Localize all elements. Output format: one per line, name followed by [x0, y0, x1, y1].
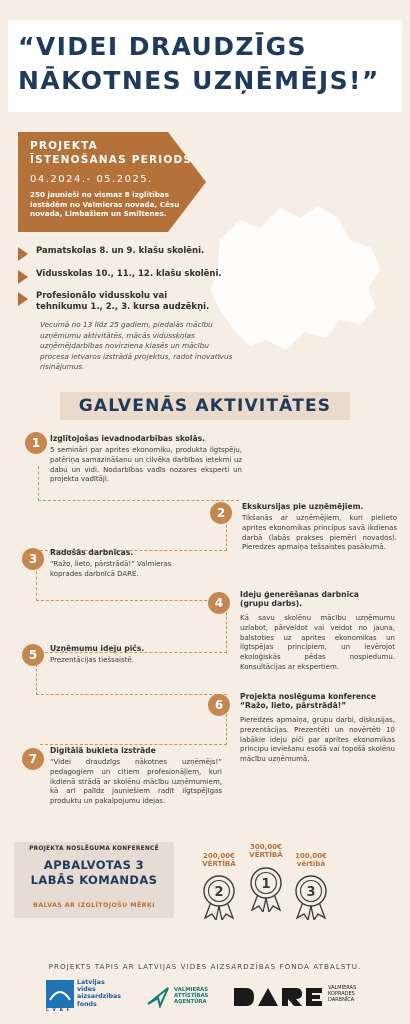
activities-heading-text: GALVENĀS AKTIVITĀTES [78, 396, 332, 416]
timeline-connector [40, 714, 227, 745]
period-label-2: ĪSTENOŠANAS PERIODS [30, 154, 193, 166]
dare-logo-icon [232, 986, 324, 1008]
age-note: Vecumā no 13 līdz 25 gadiem, piedalās mācību uzņēmumu aktivitātēs, mācās vidusskolas uzņēmējdarbības novirziena klasēs un mācību procesa ietvaros izstrādā projektus, radot inovatīvus risinājumus. [40, 320, 233, 372]
activities-heading [60, 392, 350, 420]
step-title: Digitālā bukleta izstrāde [50, 746, 156, 755]
step-number-badge: 1 [25, 432, 47, 454]
step-title: Izglītojošas ievadnodarbības skolās. [50, 434, 206, 443]
step-number-badge: 7 [22, 748, 44, 770]
medal-second-icon [201, 874, 237, 920]
prize-label-3rd [288, 852, 334, 868]
step-body: 5 semināri par aprites ekonomiku, produkta ilgtspēju, patēriņa samazināšanu un cilvēka darbības ietekmi uz dabu un vidi. Nodarbības vadīs nozares eksperti un projekta vadītāji. [50, 446, 242, 484]
award-small-label: PROJEKTA NOSLĒGUMA KONFERENCĒ [29, 846, 159, 852]
step-body: “Ražo, lieto, pārstrādā!” Valmieras koprades darbnīcā DARE. [50, 560, 172, 578]
award-subtitle: BALVAS AR IZGLĪTOJOŠU MĒRĶI [33, 902, 155, 909]
award-title-1: APBALVOTAS 3 [43, 858, 145, 872]
triangle-bullet-icon [18, 247, 28, 261]
lvaf-logo-icon [46, 980, 74, 1008]
timeline-connector [36, 664, 227, 695]
audience-text: Vidusskolas 10., 11., 12. klašu skolēni. [36, 269, 222, 279]
title-section [0, 0, 410, 115]
triangle-bullet-icon [18, 270, 28, 284]
lvaf-logo-text: Latvijas vides aizsardzības fonds [77, 979, 122, 1008]
medal-number: 3 [306, 885, 316, 900]
prize-word: vērtībā [296, 860, 326, 869]
audience-item [18, 246, 218, 261]
medal-number: 2 [214, 885, 224, 900]
prize-amount: 100,00€ [295, 852, 327, 860]
step-title: Radošās darbnīcas. [50, 548, 134, 557]
medal-first-icon [248, 866, 284, 912]
audience-item [18, 291, 218, 313]
prize-label-1st [243, 843, 289, 859]
vaa-logo-text: VALMIERAS ATTĪSTĪBAS AĢENTŪRA [174, 987, 209, 1006]
audience-text: Pamatskolas 8. un 9. klašu skolēni. [36, 246, 205, 256]
step-title: Uzņēmumu ideju pičs. [50, 644, 145, 653]
step-title: Ideju ģenerēšanas darbnīca (grupu darbs). [240, 590, 359, 609]
vaa-logo-icon [146, 984, 170, 1008]
period-label-1: PROJEKTA [30, 140, 98, 152]
step-number-badge: 6 [208, 694, 230, 716]
step-number-badge: 4 [208, 592, 230, 614]
step-number-badge: 3 [22, 548, 44, 570]
dare-logo [232, 984, 372, 1012]
audience-text: Profesionālo vidusskolu vai tehnikumu 1., 2., 3. kursa audzēkņi. [36, 291, 210, 313]
footer-text: PROJEKTS TAPIS AR LATVIJAS VIDES AIZSARDZĪBAS FONDA ATBALSTU. [48, 962, 362, 971]
audience-item [18, 269, 233, 284]
prize-word: VĒRTĪBĀ [249, 851, 283, 860]
lvaf-logo [46, 980, 126, 1012]
period-dates: 04.2024.- 05.2025. [30, 174, 153, 185]
title-line-1: “VIDEI DRAUDZĪGS [18, 32, 307, 61]
step-title: Ekskursijas pie uzņēmējiem. [242, 502, 364, 511]
prize-label-2nd [196, 852, 242, 868]
step-body: Kā savu skolēnu mācību uzņēmumu uzlabot, pārveidot vai veidot no jauna, balstoties uz aprites ekonomikas un ilgtspējas principiem, un ievērojot ekoloģiskās pēdas nospiedumu. Konsultācijas ar ekspertiem. [240, 614, 395, 671]
step-body: Tikšanās ar uzņēmējiem, kuri pielieto aprites ekonomikas principus savā ikdienas darbā (labās prakses piemēri novados). Pieredzes apmaiņa tešsaistes pasākumā. [242, 514, 397, 552]
vaa-logo [146, 982, 226, 1012]
project-period-banner [18, 132, 206, 232]
triangle-bullet-icon [18, 292, 28, 306]
dare-logo-text: VALMIERAS KOPRADES DARBNĪCA [328, 985, 357, 1003]
award-box [14, 842, 174, 918]
prize-amount: 300,00€ [250, 843, 282, 851]
step-number-badge: 2 [210, 502, 232, 524]
step-body: Prezentācijas tiešsaistē. [50, 656, 134, 664]
timeline-connector [40, 520, 227, 551]
prize-amount: 200,00€ [203, 852, 235, 860]
step-body: Pieredzes apmaiņa, grupu darbi, diskusijas, prezentācijas. Prezentēti un novērtēti 10 labākie ideju piči par aprites ekonomikas principu ieviešanu esošā vai topošā skolēnu mācību uzņēmumā. [240, 716, 395, 764]
title-line-2: NĀKOTNES UZŅĒMĒJS!” [18, 66, 380, 95]
period-description: 250 jaunieši no vismaz 8 izglītības iestādēm no Valmieras novada, Cēsu novada, Limbažiem un Smiltenes. [30, 190, 180, 219]
step-body: “Videi draudzīgs nākotnes uzņēmējs!” pedagogiem un citiem profesionāļiem, kuri ikdienā strādā ar skolēnu mācību uzņēmumiem, kā arī palīdz jauniešiem radīt ilgtspējīgas produktu un pakalpojumu idejas. [50, 758, 222, 806]
lvaf-logo-abbr: L V A F [46, 1008, 71, 1013]
step-title: Projekta noslēguma konference “Ražo, lieto, pārstrādā!” [240, 692, 377, 711]
award-title-2: LABĀS KOMANDAS [30, 873, 158, 887]
medal-number: 1 [261, 877, 271, 892]
step-number-badge: 5 [22, 644, 44, 666]
medal-third-icon [293, 874, 329, 920]
prize-word: VĒRTĪBĀ [202, 860, 236, 869]
